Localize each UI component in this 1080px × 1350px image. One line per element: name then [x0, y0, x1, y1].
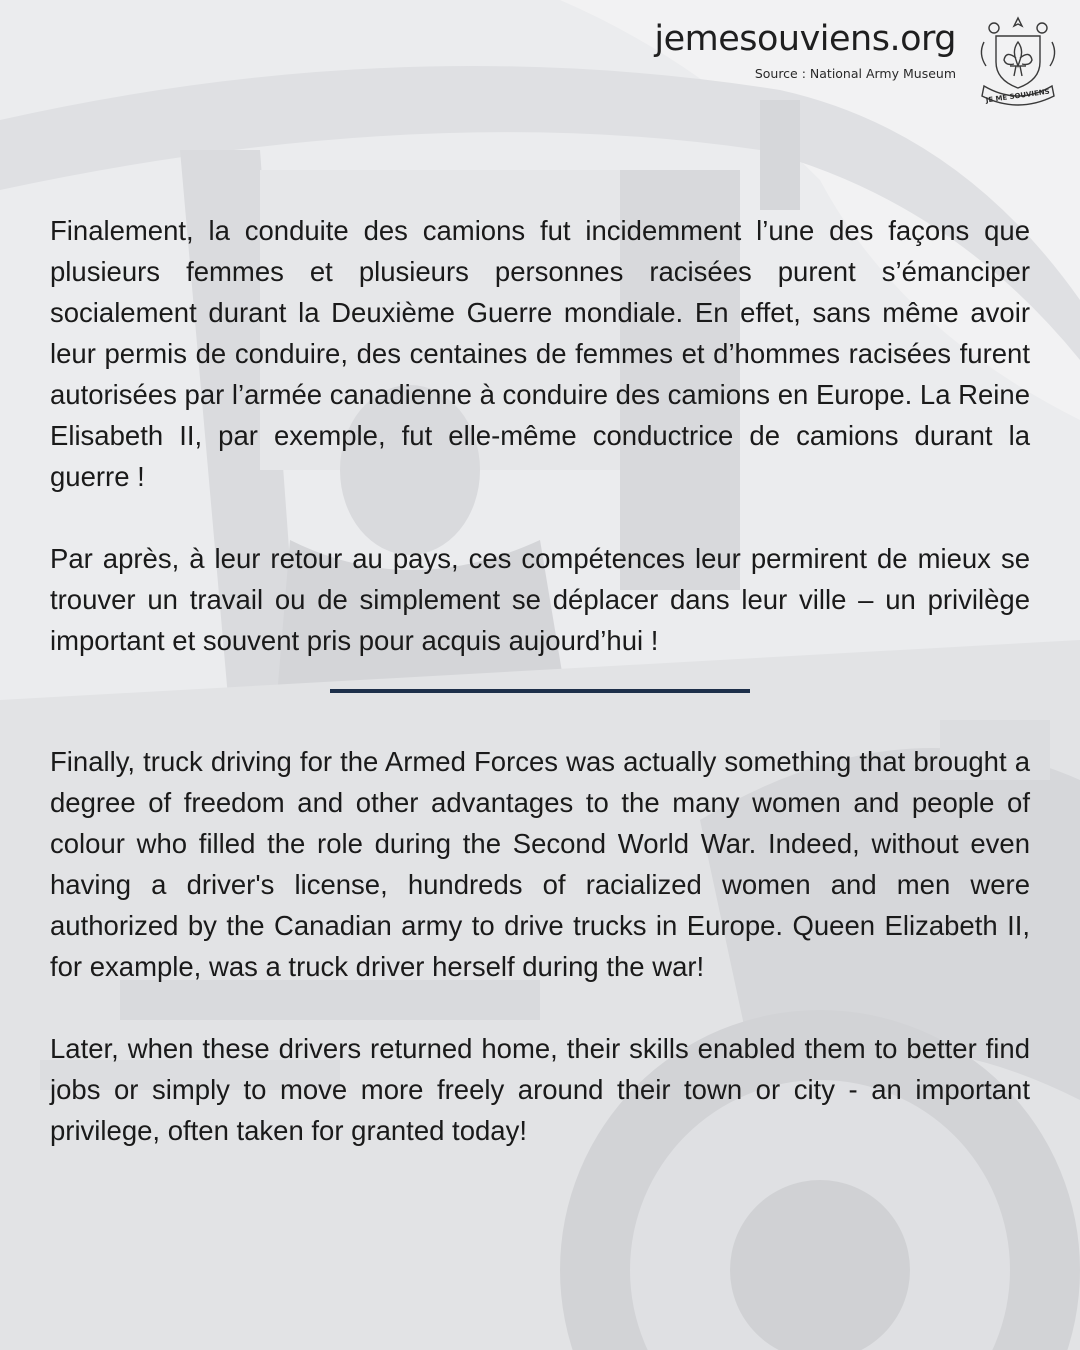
site-name[interactable]: jemesouviens.org	[654, 19, 956, 59]
source-credit: Source : National Army Museum	[754, 66, 956, 81]
french-paragraph-2: Par après, à leur retour au pays, ces compétences leur permirent de mieux se trouver un travail ou de simplement se déplacer dans leur ville – un privilège important et souvent pris pour acquis aujourd’hui !	[50, 543, 1030, 656]
english-paragraph-1: Finally, truck driving for the Armed Forces was actually something that brought a degree of freedom and other advantages to the many women and people of colour who filled the role during the Second World War. Indeed, without even having a driver's license, hundreds of racialized women and men were authorized by the Canadian army to drive trucks in Europe. Queen Elizabeth II, for example, was a truck driver herself during the war!	[50, 746, 1030, 982]
header	[654, 14, 1066, 105]
french-paragraph-1: Finalement, la conduite des camions fut incidemment l’une des façons que plusieurs femmes et plusieurs personnes racisées purent s’émanciper socialement durant la Deuxième Guerre mondiale. En effet, sans même avoir leur permis de conduire, des centaines de femmes et d’hommes racisées furent autorisées par l’armée canadienne à conduire des camions en Europe. La Reine Elisabeth II, par exemple, fut elle-même conductrice de camions durant la guerre !	[50, 215, 1030, 492]
language-divider	[330, 689, 750, 693]
brand-block	[654, 20, 956, 82]
paragraph-spacer	[50, 497, 1030, 538]
coat-of-arms-emblem-icon	[970, 14, 1066, 110]
english-paragraph-2: Later, when these drivers returned home, their skills enabled them to better find jobs or simply to move more freely around their town or city - an important privilege, often taken for granted today!	[50, 1033, 1030, 1146]
emblem-motto: JE ME SOUVIENS	[985, 87, 1051, 105]
paragraph-spacer	[50, 987, 1030, 1028]
article-content	[50, 210, 1030, 1151]
